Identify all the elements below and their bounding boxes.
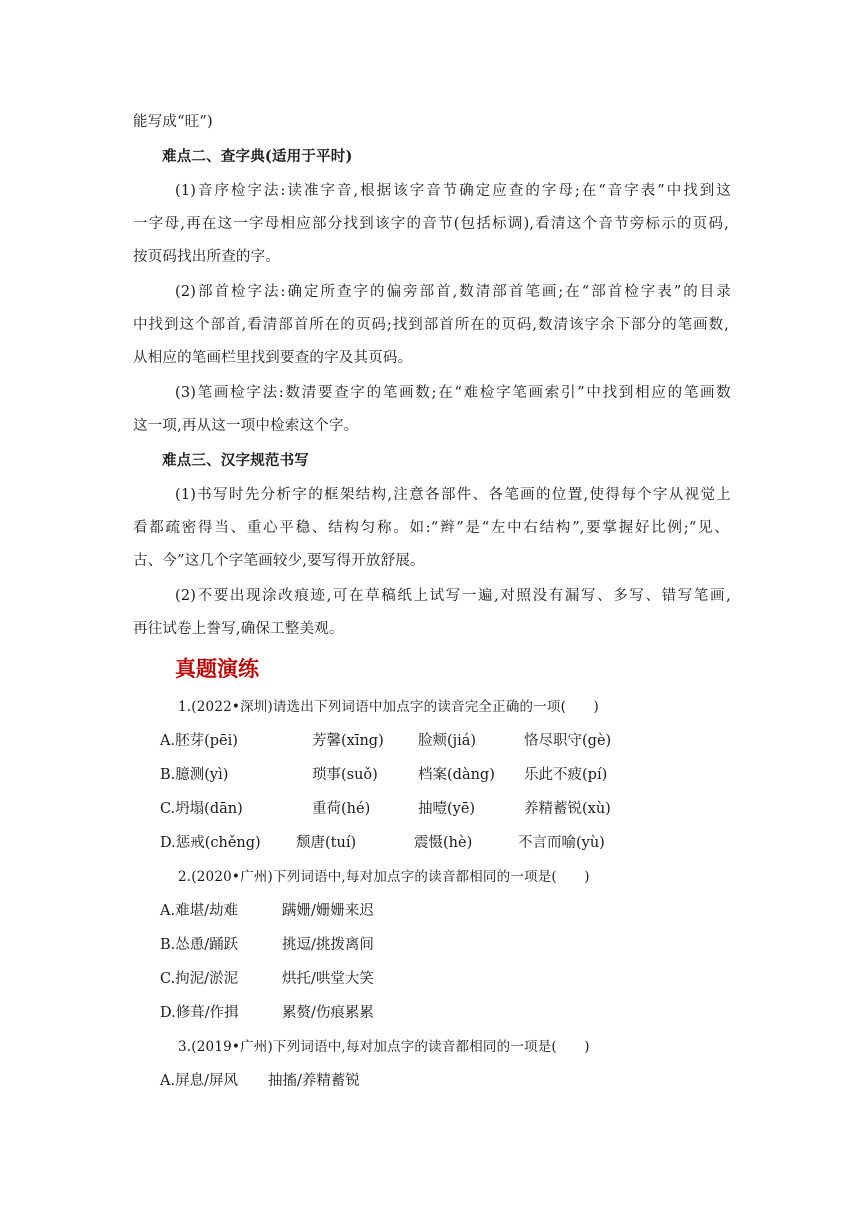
paragraph-line: 中找到这个部首,看清部首所在的页码;找到部首所在的页码,数清该字余下部分的笔画数, — [133, 317, 729, 333]
option-term: 颓唐(tuí) — [296, 835, 357, 851]
question-option — [160, 731, 611, 751]
option-term: C.坍塌(dān) — [160, 801, 243, 817]
option-term: 脸颊(jiá) — [418, 733, 477, 749]
option-term: A.胚芽(pēi) — [160, 733, 238, 749]
paragraph-line: 这一项,再从这一项中检索这个字。 — [133, 418, 359, 434]
paragraph-line: (2)部首检字法:确定所查字的偏旁部首,数清部首笔画;在“部首检字表”的目录 — [175, 284, 731, 300]
option-term: 抽搐/养精蓄锐 — [268, 1073, 360, 1089]
option-term: 养精蓄锐(xù) — [524, 801, 611, 817]
option-term: 芳馨(xīng) — [312, 733, 384, 749]
option-term: 抽噎(yē) — [418, 801, 476, 817]
paragraph-line: 看都疏密得当、重心平稳、结构匀称。如:“辫”是“左中右结构”,要掌握好比例;“见、 — [133, 520, 729, 536]
paragraph-line: 能写成“旺”) — [133, 114, 213, 130]
section-heading: 难点三、汉字规范书写 — [162, 452, 309, 469]
option-term: A.难堪/劫难 — [160, 903, 238, 919]
option-term: 恪尽职守(gè) — [524, 733, 612, 749]
option-term: A.屏息/屏风 — [160, 1073, 238, 1089]
option-term: 不言而喻(yù) — [518, 835, 605, 851]
option-term: 烘托/哄堂大笑 — [282, 971, 374, 987]
question-option — [160, 969, 374, 989]
question-option — [160, 901, 374, 921]
question-option — [160, 765, 607, 785]
paragraph-line: (1)书写时先分析字的框架结构,注意各部件、各笔画的位置,使得每个字从视觉上 — [175, 487, 731, 503]
option-term: B.臆测(yì) — [160, 767, 229, 783]
question-option — [160, 935, 374, 955]
paragraph-line: 按页码找出所查的字。 — [133, 249, 280, 265]
paragraph-line: (2)不要出现涂改痕迹,可在草稿纸上试写一遍,对照没有漏写、多写、错写笔画, — [175, 588, 731, 604]
option-term: 挑逗/挑拨离间 — [282, 937, 374, 953]
question-option — [160, 799, 611, 819]
paragraph-line: 从相应的笔画栏里找到要查的字及其页码。 — [133, 350, 413, 366]
option-term: B.怂恿/踊跃 — [160, 937, 239, 953]
paragraph-line: (1)音序检字法:读准字音,根据该字音节确定应查的字母;在“音字表”中找到这 — [175, 183, 731, 199]
question-option — [160, 1071, 360, 1091]
option-term: 震慑(hè) — [414, 835, 473, 851]
section-title: 真题演练 — [175, 657, 259, 681]
paragraph-line: 古、今”这几个字笔画较少,要写得开放舒展。 — [133, 553, 425, 569]
question-option — [160, 1003, 374, 1023]
option-term: 琐事(suǒ) — [312, 767, 378, 783]
question-option — [160, 833, 605, 853]
paragraph-line: 再往试卷上誊写,确保工整美观。 — [133, 621, 344, 637]
question-stem: 3.(2019•广州)下列词语中,每对加点字的读音都相同的一项是( ) — [178, 1039, 590, 1055]
paragraph-line: (3)笔画检字法:数清要查字的笔画数;在“难检字笔画索引”中找到相应的笔画数 — [175, 385, 731, 401]
option-term: 蹒姗/姗姗来迟 — [282, 903, 374, 919]
option-term: 重荷(hé) — [312, 801, 371, 817]
section-heading: 难点二、查字典(适用于平时) — [162, 148, 353, 165]
question-stem: 1.(2022•深圳)请选出下列词语中加点字的读音完全正确的一项( ) — [178, 699, 599, 715]
option-term: C.拘泥/淤泥 — [160, 971, 239, 987]
question-stem: 2.(2020•广州)下列词语中,每对加点字的读音都相同的一项是( ) — [178, 869, 590, 885]
option-term: 档案(dàng) — [418, 767, 495, 783]
paragraph-line: 一字母,再在这一字母相应部分找到该字的音节(包括标调),看清这个音节旁标示的页码, — [133, 216, 729, 232]
option-term: 累赘/伤痕累累 — [282, 1005, 374, 1021]
option-term: D.惩戒(chěng) — [160, 835, 261, 851]
option-term: 乐此不疲(pí) — [524, 767, 608, 783]
option-term: D.修葺/作揖 — [160, 1005, 239, 1021]
